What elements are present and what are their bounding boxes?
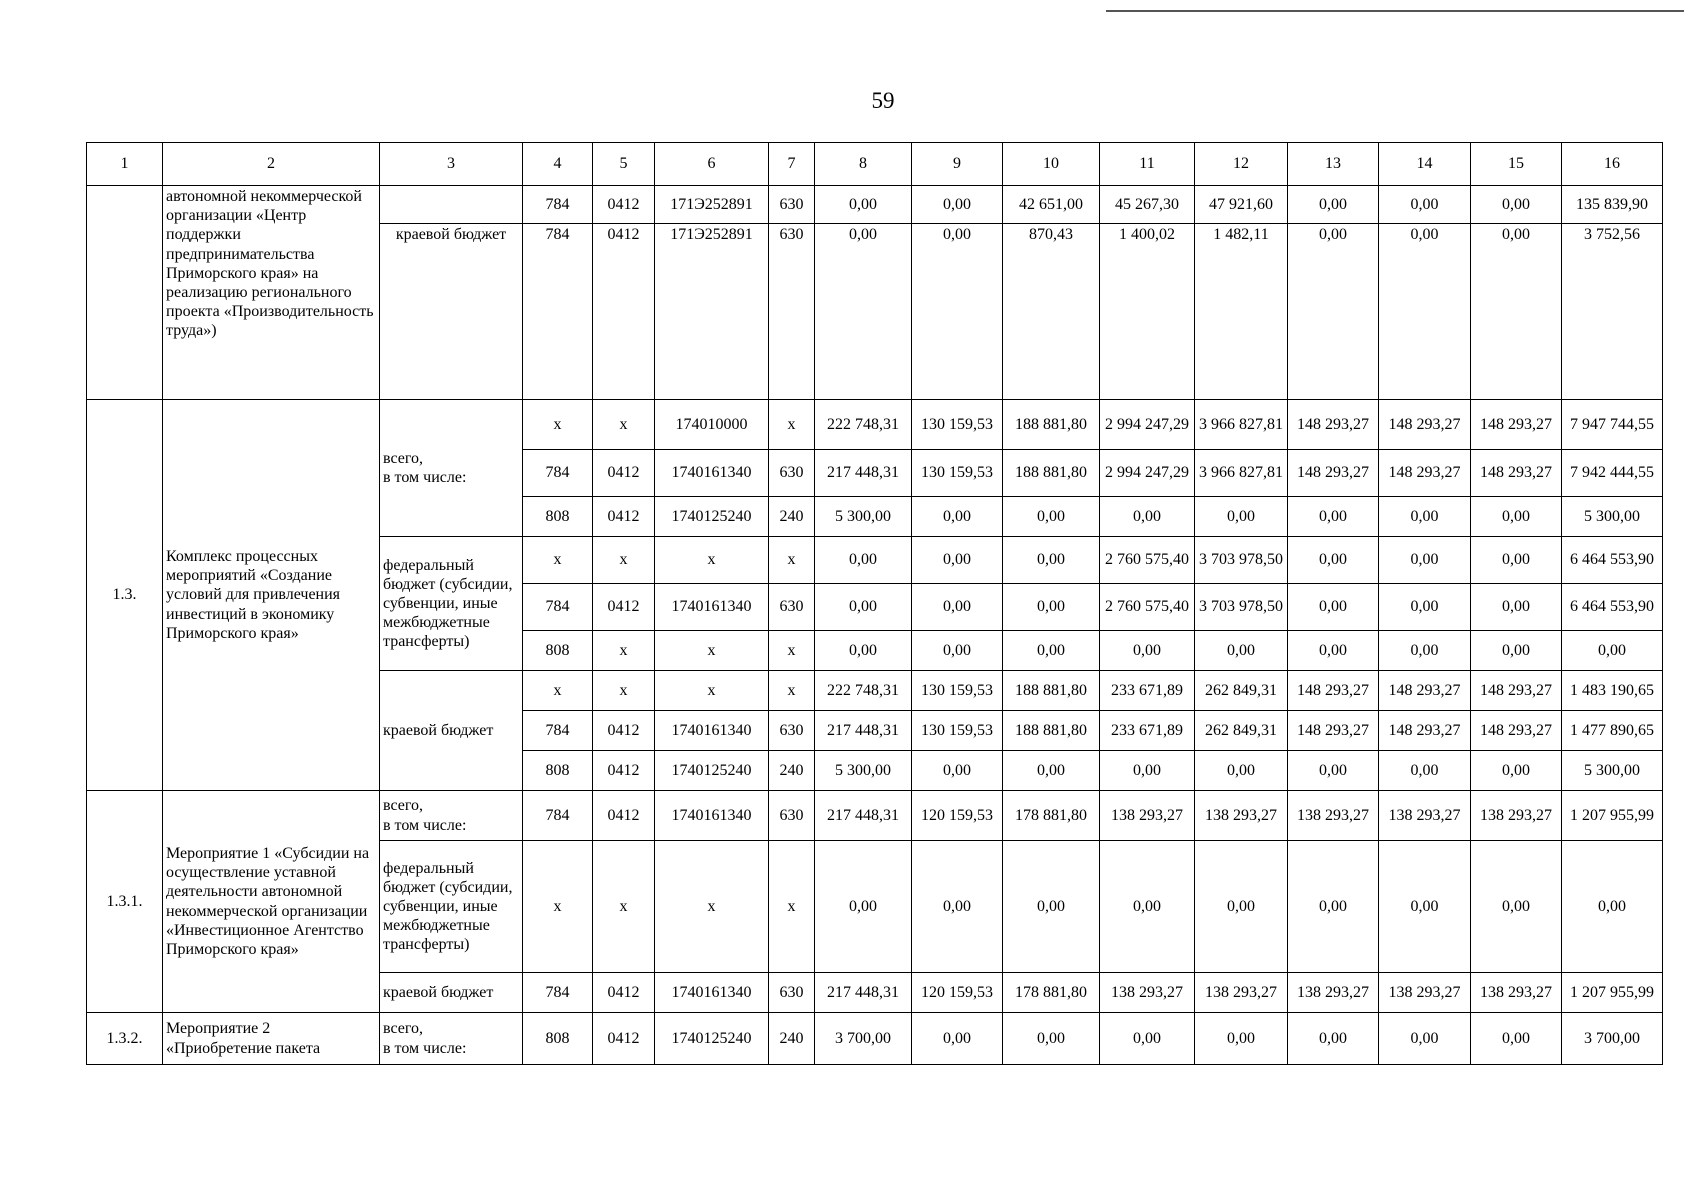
col7-cell: 630	[769, 186, 815, 224]
col5-cell: x	[593, 841, 655, 973]
col5-cell: 0412	[593, 1013, 655, 1065]
col4-cell: x	[523, 537, 593, 584]
col13-cell: 138 293,27	[1288, 973, 1379, 1013]
col8-cell: 0,00	[815, 584, 912, 631]
col13-cell: 148 293,27	[1288, 450, 1379, 497]
col16-cell: 7 947 744,55	[1562, 400, 1663, 450]
col4-cell: 808	[523, 631, 593, 671]
col14-cell: 0,00	[1379, 186, 1471, 224]
col16-cell: 1 477 890,65	[1562, 711, 1663, 751]
col10-cell: 0,00	[1003, 537, 1100, 584]
col16-cell: 3 752,56	[1562, 224, 1663, 400]
col10-cell: 178 881,80	[1003, 791, 1100, 841]
col10-cell: 0,00	[1003, 841, 1100, 973]
col5-cell: 0412	[593, 711, 655, 751]
col12-cell: 47 921,60	[1195, 186, 1288, 224]
col12-cell: 0,00	[1195, 497, 1288, 537]
col9-cell: 0,00	[912, 186, 1003, 224]
col15-cell: 138 293,27	[1471, 973, 1562, 1013]
col15-cell: 148 293,27	[1471, 711, 1562, 751]
col6-cell: 1740125240	[655, 751, 769, 791]
col9-cell: 0,00	[912, 1013, 1003, 1065]
header-row	[87, 143, 1663, 186]
col5-cell: x	[593, 631, 655, 671]
col9-cell: 0,00	[912, 537, 1003, 584]
col9-cell: 0,00	[912, 631, 1003, 671]
col9-cell: 0,00	[912, 497, 1003, 537]
col12-cell: 138 293,27	[1195, 973, 1288, 1013]
col9-cell: 0,00	[912, 751, 1003, 791]
col5-cell: 0412	[593, 497, 655, 537]
col15-cell: 0,00	[1471, 1013, 1562, 1065]
col13-cell: 0,00	[1288, 186, 1379, 224]
col7-cell: 630	[769, 584, 815, 631]
col8-cell: 217 448,31	[815, 711, 912, 751]
header-cell: 12	[1195, 143, 1288, 186]
funding-source-cell: краевой бюджет	[380, 224, 523, 400]
header-cell: 15	[1471, 143, 1562, 186]
row-number-cell: 1.3.2.	[87, 1013, 163, 1065]
funding-source-cell: краевой бюджет	[380, 973, 523, 1013]
col7-cell: x	[769, 537, 815, 584]
col5-cell: 0412	[593, 224, 655, 400]
col10-cell: 42 651,00	[1003, 186, 1100, 224]
col4-cell: 784	[523, 224, 593, 400]
col10-cell: 188 881,80	[1003, 400, 1100, 450]
col15-cell: 0,00	[1471, 631, 1562, 671]
col7-cell: 630	[769, 224, 815, 400]
col12-cell: 3 703 978,50	[1195, 584, 1288, 631]
col11-cell: 2 994 247,29	[1100, 400, 1195, 450]
col14-cell: 0,00	[1379, 224, 1471, 400]
col15-cell: 0,00	[1471, 224, 1562, 400]
col8-cell: 0,00	[815, 631, 912, 671]
col8-cell: 5 300,00	[815, 751, 912, 791]
col7-cell: x	[769, 400, 815, 450]
col6-cell: x	[655, 671, 769, 711]
header-cell: 9	[912, 143, 1003, 186]
col9-cell: 0,00	[912, 224, 1003, 400]
col6-cell: 1740161340	[655, 973, 769, 1013]
col4-cell: x	[523, 400, 593, 450]
col6-cell: x	[655, 841, 769, 973]
header-cell: 10	[1003, 143, 1100, 186]
col12-cell: 0,00	[1195, 631, 1288, 671]
col14-cell: 148 293,27	[1379, 450, 1471, 497]
col13-cell: 0,00	[1288, 497, 1379, 537]
col8-cell: 0,00	[815, 224, 912, 400]
col11-cell: 1 400,02	[1100, 224, 1195, 400]
col15-cell: 148 293,27	[1471, 671, 1562, 711]
col5-cell: 0412	[593, 450, 655, 497]
col6-cell: 1740161340	[655, 791, 769, 841]
col8-cell: 222 748,31	[815, 400, 912, 450]
measure-name-cell: автономной некоммерческой организации «Центр поддержки предпринимательства Приморского края» на реализацию регионального проекта «Производительность труда»)	[163, 186, 380, 400]
funding-source-cell: краевой бюджет	[380, 671, 523, 791]
col7-cell: 240	[769, 751, 815, 791]
col7-cell: x	[769, 671, 815, 711]
col10-cell: 188 881,80	[1003, 671, 1100, 711]
col15-cell: 0,00	[1471, 186, 1562, 224]
col7-cell: x	[769, 841, 815, 973]
row-number-cell	[87, 186, 163, 400]
col10-cell: 0,00	[1003, 631, 1100, 671]
col13-cell: 148 293,27	[1288, 711, 1379, 751]
col4-cell: 784	[523, 584, 593, 631]
col11-cell: 0,00	[1100, 841, 1195, 973]
col6-cell: 174010000	[655, 400, 769, 450]
col16-cell: 135 839,90	[1562, 186, 1663, 224]
header-cell: 4	[523, 143, 593, 186]
col16-cell: 6 464 553,90	[1562, 584, 1663, 631]
funding-source-cell: федеральный бюджет (субсидии, субвенции, иные межбюджетные трансферты)	[380, 537, 523, 671]
col13-cell: 0,00	[1288, 631, 1379, 671]
row-number-cell: 1.3.1.	[87, 791, 163, 1013]
header-cell: 6	[655, 143, 769, 186]
col12-cell: 3 966 827,81	[1195, 400, 1288, 450]
header-cell: 13	[1288, 143, 1379, 186]
col8-cell: 222 748,31	[815, 671, 912, 711]
col10-cell: 0,00	[1003, 1013, 1100, 1065]
col9-cell: 130 159,53	[912, 400, 1003, 450]
header-cell: 5	[593, 143, 655, 186]
col13-cell: 0,00	[1288, 224, 1379, 400]
col11-cell: 0,00	[1100, 631, 1195, 671]
col16-cell: 5 300,00	[1562, 497, 1663, 537]
col14-cell: 148 293,27	[1379, 400, 1471, 450]
col6-cell: x	[655, 631, 769, 671]
col6-cell: 1740125240	[655, 1013, 769, 1065]
funding-source-cell: всего, в том числе:	[380, 1013, 523, 1065]
header-cell: 1	[87, 143, 163, 186]
col5-cell: 0412	[593, 751, 655, 791]
col8-cell: 0,00	[815, 537, 912, 584]
col13-cell: 0,00	[1288, 584, 1379, 631]
funding-source-cell: всего, в том числе:	[380, 400, 523, 537]
col4-cell: 784	[523, 450, 593, 497]
col15-cell: 0,00	[1471, 751, 1562, 791]
col5-cell: 0412	[593, 973, 655, 1013]
measure-name-cell: Комплекс процессных мероприятий «Создание условий для привлечения инвестиций в экономику Приморского края»	[163, 400, 380, 791]
col13-cell: 0,00	[1288, 1013, 1379, 1065]
col4-cell: 808	[523, 1013, 593, 1065]
col16-cell: 6 464 553,90	[1562, 537, 1663, 584]
funding-source-cell: всего, в том числе:	[380, 791, 523, 841]
row-number-cell: 1.3.	[87, 400, 163, 791]
measure-name-cell: Мероприятие 1 «Субсидии на осуществление уставной деятельности автономной некоммерческой организации «Инвестиционное Агентство Приморского края»	[163, 791, 380, 1013]
col16-cell: 1 207 955,99	[1562, 791, 1663, 841]
col10-cell: 0,00	[1003, 497, 1100, 537]
col15-cell: 0,00	[1471, 841, 1562, 973]
table-body	[87, 143, 1663, 1065]
col6-cell: 1740125240	[655, 497, 769, 537]
col9-cell: 130 159,53	[912, 711, 1003, 751]
col13-cell: 138 293,27	[1288, 791, 1379, 841]
col12-cell: 138 293,27	[1195, 791, 1288, 841]
col9-cell: 120 159,53	[912, 973, 1003, 1013]
table-row	[87, 400, 1663, 450]
col4-cell: 784	[523, 711, 593, 751]
col5-cell: 0412	[593, 186, 655, 224]
col11-cell: 233 671,89	[1100, 711, 1195, 751]
col11-cell: 45 267,30	[1100, 186, 1195, 224]
col4-cell: 784	[523, 186, 593, 224]
header-cell: 8	[815, 143, 912, 186]
col5-cell: x	[593, 537, 655, 584]
col5-cell: x	[593, 400, 655, 450]
col11-cell: 138 293,27	[1100, 973, 1195, 1013]
col6-cell: x	[655, 537, 769, 584]
col16-cell: 3 700,00	[1562, 1013, 1663, 1065]
header-cell: 16	[1562, 143, 1663, 186]
funding-source-cell: федеральный бюджет (субсидии, субвенции, иные межбюджетные трансферты)	[380, 841, 523, 973]
col5-cell: x	[593, 671, 655, 711]
col6-cell: 1740161340	[655, 584, 769, 631]
col14-cell: 138 293,27	[1379, 973, 1471, 1013]
col14-cell: 148 293,27	[1379, 671, 1471, 711]
col11-cell: 0,00	[1100, 1013, 1195, 1065]
col6-cell: 171Э252891	[655, 186, 769, 224]
col4-cell: x	[523, 841, 593, 973]
col7-cell: 630	[769, 791, 815, 841]
col14-cell: 0,00	[1379, 841, 1471, 973]
header-cell: 7	[769, 143, 815, 186]
col14-cell: 0,00	[1379, 497, 1471, 537]
top-rule	[1106, 10, 1684, 12]
col12-cell: 0,00	[1195, 841, 1288, 973]
col12-cell: 3 966 827,81	[1195, 450, 1288, 497]
col8-cell: 3 700,00	[815, 1013, 912, 1065]
col11-cell: 2 760 575,40	[1100, 537, 1195, 584]
table-row	[87, 791, 1663, 841]
col8-cell: 217 448,31	[815, 791, 912, 841]
budget-table	[86, 142, 1663, 1065]
col16-cell: 5 300,00	[1562, 751, 1663, 791]
col16-cell: 7 942 444,55	[1562, 450, 1663, 497]
header-cell: 3	[380, 143, 523, 186]
header-cell: 14	[1379, 143, 1471, 186]
col7-cell: x	[769, 631, 815, 671]
col10-cell: 178 881,80	[1003, 973, 1100, 1013]
funding-source-cell	[380, 186, 523, 224]
col9-cell: 130 159,53	[912, 671, 1003, 711]
col13-cell: 0,00	[1288, 537, 1379, 584]
col5-cell: 0412	[593, 584, 655, 631]
col10-cell: 188 881,80	[1003, 450, 1100, 497]
col8-cell: 217 448,31	[815, 450, 912, 497]
measure-name-cell: Мероприятие 2 «Приобретение пакета	[163, 1013, 380, 1065]
col8-cell: 0,00	[815, 186, 912, 224]
col16-cell: 1 207 955,99	[1562, 973, 1663, 1013]
col11-cell: 0,00	[1100, 751, 1195, 791]
col7-cell: 630	[769, 711, 815, 751]
col12-cell: 262 849,31	[1195, 671, 1288, 711]
col10-cell: 0,00	[1003, 751, 1100, 791]
col12-cell: 0,00	[1195, 1013, 1288, 1065]
col5-cell: 0412	[593, 791, 655, 841]
col9-cell: 130 159,53	[912, 450, 1003, 497]
col8-cell: 0,00	[815, 841, 912, 973]
col15-cell: 0,00	[1471, 537, 1562, 584]
col7-cell: 240	[769, 1013, 815, 1065]
col11-cell: 138 293,27	[1100, 791, 1195, 841]
table-row	[87, 186, 1663, 224]
col7-cell: 630	[769, 973, 815, 1013]
col16-cell: 1 483 190,65	[1562, 671, 1663, 711]
col15-cell: 138 293,27	[1471, 791, 1562, 841]
col8-cell: 5 300,00	[815, 497, 912, 537]
col6-cell: 171Э252891	[655, 224, 769, 400]
col14-cell: 0,00	[1379, 1013, 1471, 1065]
col6-cell: 1740161340	[655, 711, 769, 751]
col10-cell: 0,00	[1003, 584, 1100, 631]
col15-cell: 148 293,27	[1471, 450, 1562, 497]
col14-cell: 0,00	[1379, 537, 1471, 584]
col15-cell: 0,00	[1471, 497, 1562, 537]
col11-cell: 2 994 247,29	[1100, 450, 1195, 497]
col4-cell: 808	[523, 497, 593, 537]
page-number: 59	[871, 88, 895, 113]
col16-cell: 0,00	[1562, 631, 1663, 671]
col10-cell: 870,43	[1003, 224, 1100, 400]
header-cell: 2	[163, 143, 380, 186]
table-row	[87, 1013, 1663, 1065]
col4-cell: 784	[523, 791, 593, 841]
col13-cell: 148 293,27	[1288, 400, 1379, 450]
col7-cell: 630	[769, 450, 815, 497]
col13-cell: 148 293,27	[1288, 671, 1379, 711]
col11-cell: 2 760 575,40	[1100, 584, 1195, 631]
col16-cell: 0,00	[1562, 841, 1663, 973]
col12-cell: 0,00	[1195, 751, 1288, 791]
col13-cell: 0,00	[1288, 841, 1379, 973]
col4-cell: 784	[523, 973, 593, 1013]
col14-cell: 0,00	[1379, 631, 1471, 671]
col6-cell: 1740161340	[655, 450, 769, 497]
col9-cell: 0,00	[912, 841, 1003, 973]
col9-cell: 0,00	[912, 584, 1003, 631]
col4-cell: x	[523, 671, 593, 711]
col14-cell: 0,00	[1379, 584, 1471, 631]
col11-cell: 233 671,89	[1100, 671, 1195, 711]
col9-cell: 120 159,53	[912, 791, 1003, 841]
col15-cell: 148 293,27	[1471, 400, 1562, 450]
col14-cell: 138 293,27	[1379, 791, 1471, 841]
col11-cell: 0,00	[1100, 497, 1195, 537]
col14-cell: 0,00	[1379, 751, 1471, 791]
col8-cell: 217 448,31	[815, 973, 912, 1013]
col15-cell: 0,00	[1471, 584, 1562, 631]
col7-cell: 240	[769, 497, 815, 537]
col10-cell: 188 881,80	[1003, 711, 1100, 751]
col4-cell: 808	[523, 751, 593, 791]
col13-cell: 0,00	[1288, 751, 1379, 791]
col12-cell: 3 703 978,50	[1195, 537, 1288, 584]
col14-cell: 148 293,27	[1379, 711, 1471, 751]
header-cell: 11	[1100, 143, 1195, 186]
col12-cell: 262 849,31	[1195, 711, 1288, 751]
col12-cell: 1 482,11	[1195, 224, 1288, 400]
